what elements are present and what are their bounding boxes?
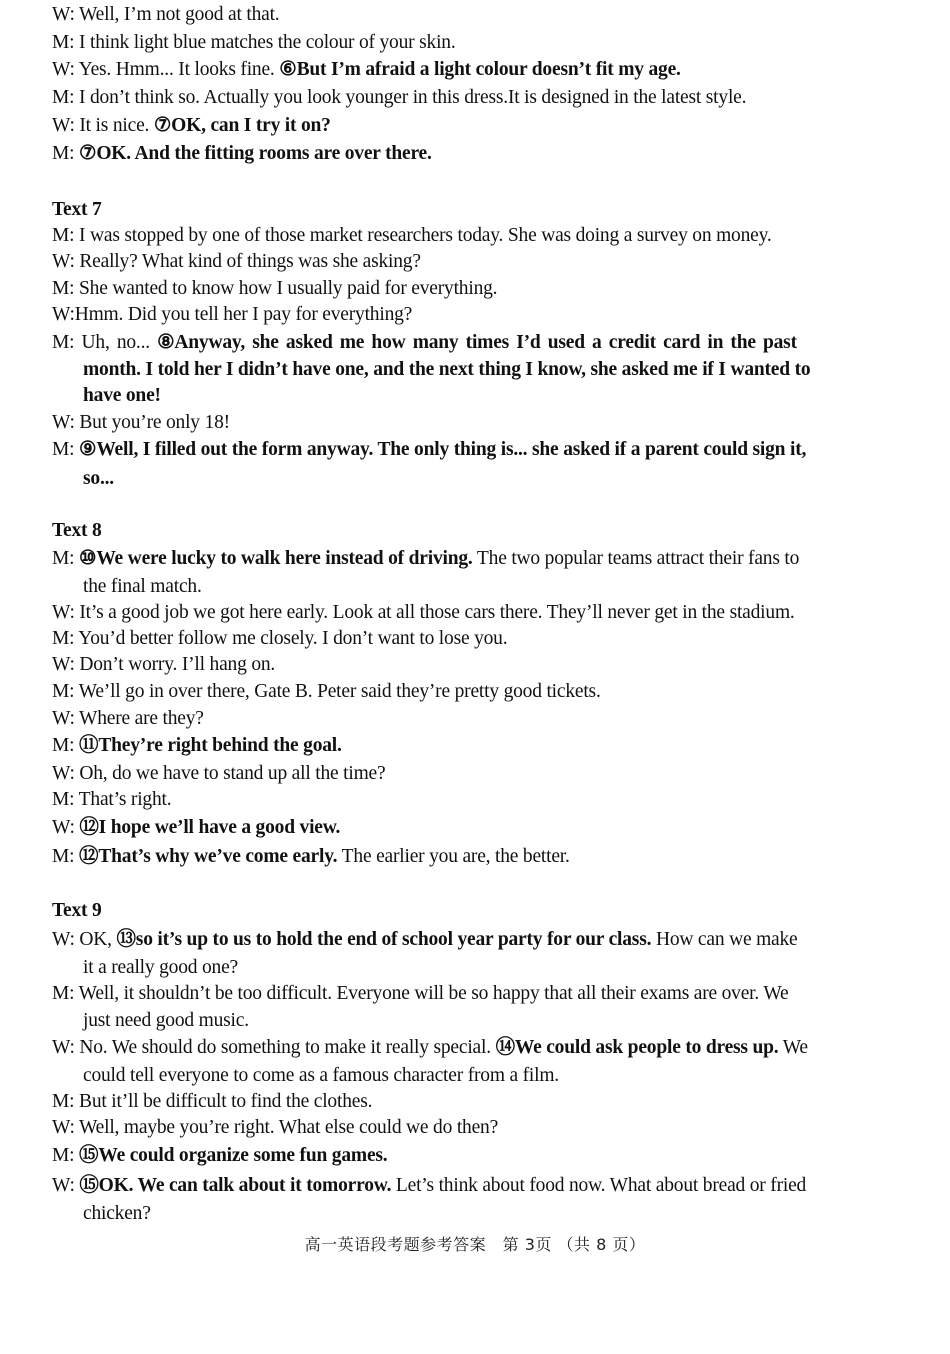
line-text: W: Oh, do we have to stand up all the time? — [52, 763, 386, 784]
line-text: M: — [52, 548, 80, 569]
dialogue-line — [52, 814, 888, 841]
dialogue-line — [52, 140, 888, 167]
line-text: M: We’ll go in over there, Gate B. Peter said they’re pretty good tickets. — [52, 681, 601, 702]
dialogue-line — [52, 436, 888, 463]
line-text: W: Well, maybe you’re right. What else could we do then? — [52, 1117, 499, 1138]
dialogue-line — [52, 275, 888, 302]
line-text: could tell everyone to come as a famous character from a film. — [83, 1065, 559, 1086]
section-heading-text8: Text 8 — [52, 520, 102, 541]
dialogue-line — [52, 1142, 888, 1169]
answer-highlight: month. I told her I didn’t have one, and the next thing I know, she asked me if I wanted to — [83, 359, 811, 380]
answer-highlight: have one! — [83, 385, 161, 406]
page-footer: 高一英语段考题参考答案 第 3页 （共 8 页） — [304, 1235, 646, 1254]
line-text: W: Yes. Hmm... It looks fine. — [52, 59, 280, 80]
dialogue-line — [52, 651, 888, 678]
dialogue-line-continued — [52, 573, 888, 600]
line-text: W: It’s a good job we got here early. Look at all those cars there. They’ll never get in the stadium. — [52, 602, 795, 623]
line-text: W: No. We should do something to make it really special. — [52, 1037, 496, 1058]
section-heading-text7: Text 7 — [52, 199, 102, 220]
line-text: W: OK, — [52, 929, 117, 950]
dialogue-line — [52, 843, 888, 870]
dialogue-line-continued — [52, 382, 888, 409]
dialogue-line — [52, 248, 888, 275]
dialogue-line — [52, 29, 888, 56]
line-text: W: It is nice. — [52, 115, 154, 136]
dialogue-line — [52, 112, 888, 139]
dialogue-line-continued — [52, 954, 888, 981]
line-text: chicken? — [83, 1203, 151, 1224]
answer-highlight: ⑪They’re right behind the goal. — [79, 735, 342, 756]
line-text: M: — [52, 1145, 80, 1166]
line-text: W: Really? What kind of things was she asking? — [52, 251, 421, 272]
line-text: W: Well, I’m not good at that. — [52, 4, 280, 25]
line-text: The earlier you are, the better. — [337, 846, 570, 867]
dialogue-line — [52, 1114, 888, 1141]
dialogue-line-continued — [52, 1007, 888, 1034]
line-text: W: Don’t worry. I’ll hang on. — [52, 654, 276, 675]
dialogue-line — [52, 980, 888, 1007]
answer-highlight: ⑨Well, I filled out the form anyway. The only thing is... she asked if a parent could sign it, — [79, 439, 807, 460]
line-text: the final match. — [83, 576, 202, 597]
answer-highlight: ⑫I hope we’ll have a good view. — [79, 817, 341, 838]
answer-highlight: ⑦OK, can I try it on? — [153, 115, 331, 136]
line-text: just need good music. — [83, 1010, 249, 1031]
dialogue-line — [52, 678, 888, 705]
answer-highlight: ⑭We could ask people to dress up. — [495, 1037, 779, 1058]
dialogue-line — [52, 545, 888, 572]
line-text: M: She wanted to know how I usually paid for everything. — [52, 278, 498, 299]
answer-highlight: ⑧Anyway, she asked me how many times I’d used a credit card in the past — [157, 332, 797, 353]
line-text: M: — [52, 846, 80, 867]
dialogue-line-continued — [52, 465, 888, 492]
line-text: M: — [52, 439, 80, 460]
line-text: M: I don’t think so. Actually you look younger in this dress.It is designed in the latest style. — [52, 87, 747, 108]
dialogue-line — [52, 760, 888, 787]
line-text: M: But it’ll be difficult to find the clothes. — [52, 1091, 373, 1112]
answer-highlight: ⑮OK. We can talk about it tomorrow. — [79, 1175, 392, 1196]
line-text: it a really good one? — [83, 957, 238, 978]
line-text: M: — [52, 143, 80, 164]
line-text: The two popular teams attract their fans to — [472, 548, 800, 569]
answer-highlight: ⑫That’s why we’ve come early. — [79, 846, 338, 867]
line-text: M: That’s right. — [52, 789, 172, 810]
dialogue-line — [52, 1088, 888, 1115]
dialogue-line — [52, 56, 888, 83]
dialogue-line — [52, 329, 888, 356]
dialogue-line — [52, 625, 888, 652]
dialogue-line-continued — [52, 356, 888, 383]
line-text: M: Uh, no... — [52, 332, 158, 353]
dialogue-line-continued — [52, 1200, 888, 1227]
line-text: How can we make — [651, 929, 798, 950]
answer-highlight: ⑬so it’s up to us to hold the end of school year party for our class. — [116, 929, 652, 950]
answer-highlight: ⑥But I’m afraid a light colour doesn’t fit my age. — [279, 59, 681, 80]
answer-highlight: ⑦OK. And the fitting rooms are over there. — [79, 143, 432, 164]
dialogue-line — [52, 301, 888, 328]
dialogue-line — [52, 222, 888, 249]
dialogue-line — [52, 1172, 888, 1199]
section-heading-text9: Text 9 — [52, 900, 102, 921]
line-text: M: — [52, 735, 80, 756]
dialogue-line — [52, 705, 888, 732]
answer-highlight: ⑮We could organize some fun games. — [79, 1145, 388, 1166]
dialogue-line — [52, 926, 888, 953]
line-text: W: But you’re only 18! — [52, 412, 230, 433]
line-text: M: Well, it shouldn’t be too difficult. Everyone will be so happy that all their exams are over. We — [52, 983, 789, 1004]
dialogue-line — [52, 409, 888, 436]
dialogue-line — [52, 84, 888, 111]
dialogue-line — [52, 599, 888, 626]
line-text: W: Where are they? — [52, 708, 204, 729]
dialogue-line — [52, 786, 888, 813]
line-text: W: — [52, 817, 80, 838]
line-text: W: — [52, 1175, 80, 1196]
answer-highlight: ⑩We were lucky to walk here instead of driving. — [79, 548, 473, 569]
dialogue-line — [52, 732, 888, 759]
line-text: M: I was stopped by one of those market researchers today. She was doing a survey on money. — [52, 225, 772, 246]
line-text: We — [778, 1037, 808, 1058]
line-text: Let’s think about food now. What about bread or fried — [391, 1175, 807, 1196]
line-text: M: You’d better follow me closely. I don’t want to lose you. — [52, 628, 508, 649]
line-text: M: I think light blue matches the colour of your skin. — [52, 32, 456, 53]
line-text: W:Hmm. Did you tell her I pay for everything? — [52, 304, 413, 325]
dialogue-line — [52, 1, 888, 28]
dialogue-line — [52, 1034, 888, 1061]
answer-highlight: so... — [83, 468, 114, 489]
dialogue-line-continued — [52, 1062, 888, 1089]
